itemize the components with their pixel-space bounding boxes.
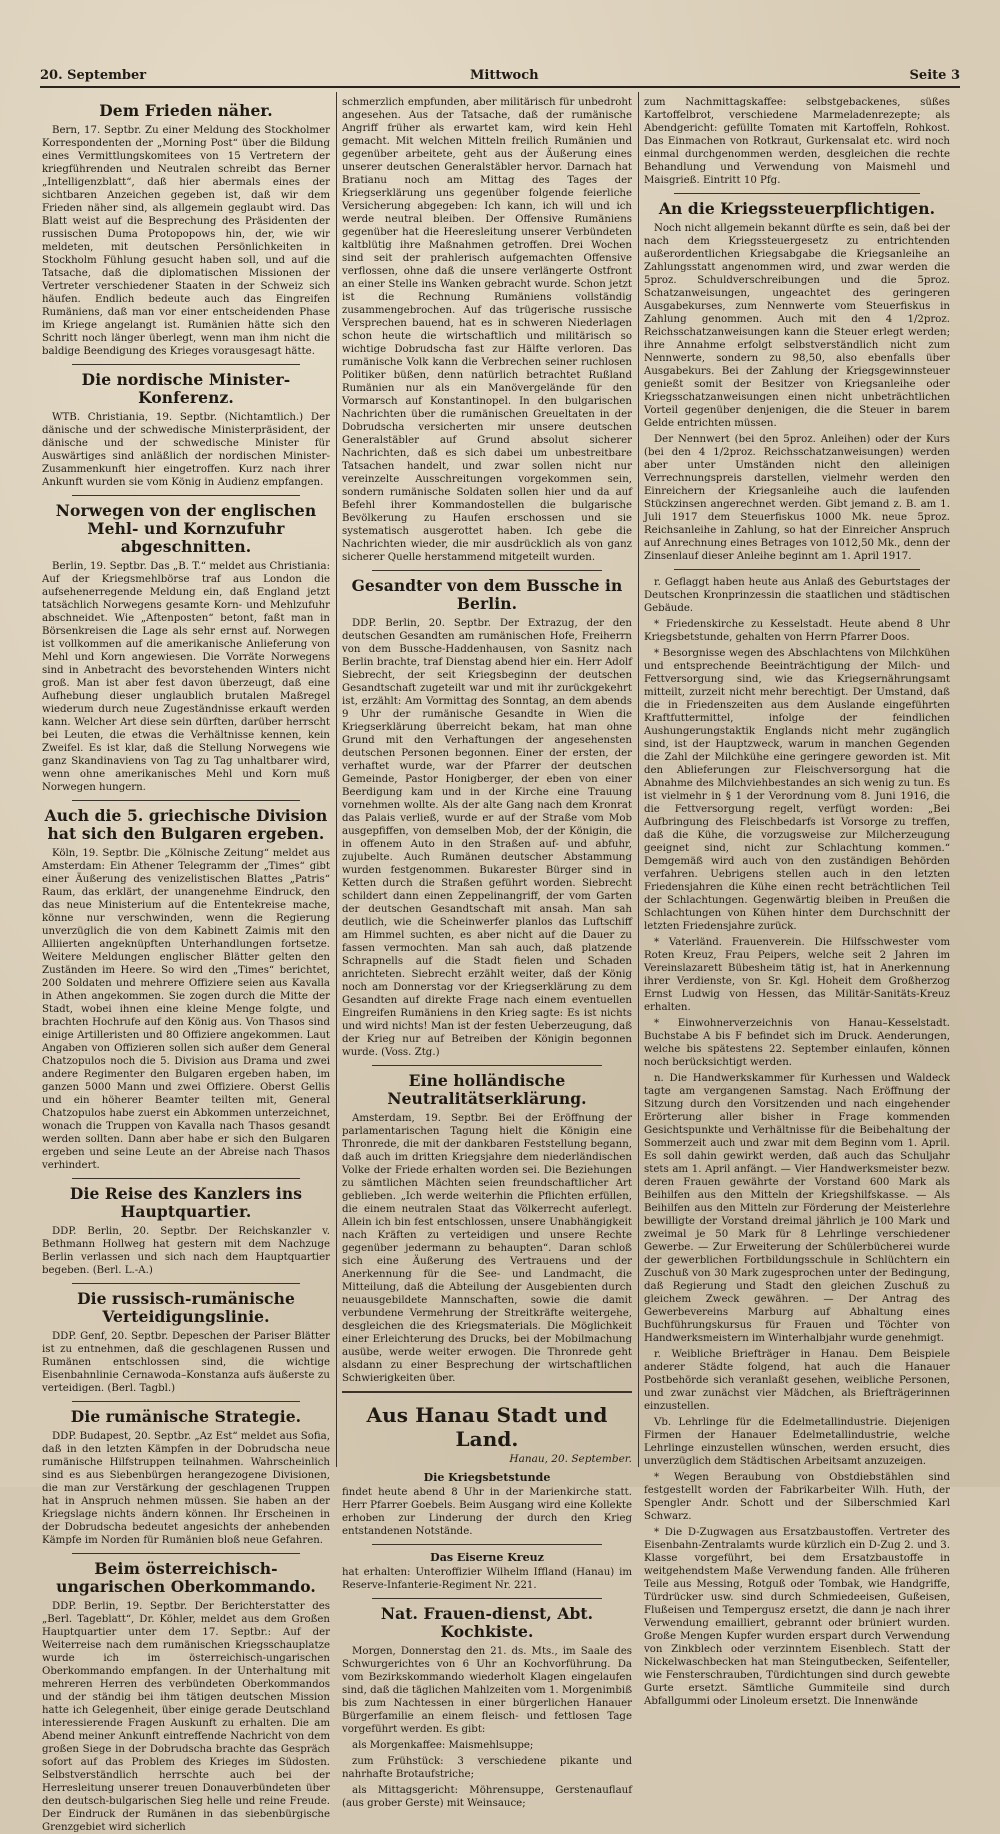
section-separator (342, 1391, 632, 1393)
article-separator (72, 495, 300, 496)
local-dateline: Hanau, 20. September. (509, 1453, 632, 1465)
local-section-title: Aus Hanau Stadt und Land. (366, 1403, 608, 1451)
article-separator (72, 1401, 300, 1402)
local-note: * Besorgnisse wegen des Abschlachtens von Milchkühen und entsprechende Beeinträchtigung der Milch- und Fettversorgung sind, wie das Kriegsernährungsamt mitteilt, zurzeit nicht mehr berechtigt. Der Umstand, daß die in Friedenszeiten aus dem Auslande eingeführten Kraftfuttermittel, infolge der feindlichen Aushungerungstaktik Englands nicht mehr zugänglich sind, ist der Hauptzweck, warum in manchen Gegenden die Zahl der Milchkühe eine geringere geworden ist. Mit den Ablieferungen zur Fleischversorgung hat die Abnahme des Milchviehbestandes an sich wenig zu tun. Es ist vielmehr in § 1 der Verordnung vom 8. Juni 1916, die die Fettversorgung regelt, verfügt worden: „Bei Aufbringung des Fleischbedarfs ist Vorsorge zu treffen, daß die Kühe, die vorzugsweise zur Milcherzeugung geeignet sind, nicht zur Schlachtung kommen.“ Demgemäß wird auch von den zuständigen Behörden verfahren. Uebrigens stellen auch in den letzten Friedensjahren die Kühe einen recht beträchtlichen Teil der Schlachtungen. Gegenwärtig bleiben in Preußen die Schlachtungen von Kühen hinter dem Durchschnitt der letzten Friedensjahre zurück. (644, 648, 950, 932)
article-body: DDP. Berlin, 19. Septbr. Der Berichterstatter des „Berl. Tageblatt“, Dr. Köhler, meldet aus dem Großen Hauptquartier unter dem 17. Septbr.: Auf der Weiterreise nach dem rumänischen Kriegsschauplatze wurde ich im österreichisch-ungarischen Oberkommando empfangen. In der Unterhaltung mit mehreren Herren des verbündeten Oberkommandos und der ständig bei ihm tätigen deutschen Mission hatte ich Gelegenheit, über einige gerade Deutschland interessierende Fragen Auskunft zu erhalten. Die am Abend meiner Ankunft eintreffende Nachricht von dem großen Siege in der Dobrudscha brachte das Gespräch sofort auf das Problem des Krieges im Südosten. Selbstverständlich herrschte auch bei der Herresleitung unserer treuen Donauverbündeten über den deutsch-bulgarischen Sieg helle und reine Freude. Der Eindruck der Rumänen in das siebenbürgische Grenzgebiet wird sicherlich (42, 1601, 330, 1833)
column-divider (336, 92, 337, 1467)
column-1 (42, 96, 330, 1833)
article-separator (372, 1598, 602, 1599)
article-body: Noch nicht allgemein bekannt dürfte es sein, daß bei der nach dem Kriegssteuergesetz zu entrichtenden außerordentlichen Kriegsabgabe die Kriegsanleihe an Zahlungsstatt angenommen wird, und zwar werden die 5proz. Schuldverschreibungen und die 5proz. Schatzanweisungen, ungeachtet des geringeren Ausgabekurses, zum Nennwerte vom Steuerfiskus in Zahlung genommen. Auch mit den 4 1/2proz. Reichsschatzanweisungen kann die Steuer erlegt werden; ihre Annahme erfolgt selbstverständlich nicht zum Nennwerte, sondern zu 98,50, also ebenfalls über Ausgabekurs. Bei der Zahlung der Kriegsgewinnsteuer genießt somit der Besitzer von Kriegsanleihe oder Kriegsschatzanweisungen einen nicht unbeträchtlichen Vorteil gegenüber denjenigen, die die Steuer in barem Gelde entrichten müssen. (644, 223, 950, 429)
menu-line: zum Frühstück: 3 verschiedene pikante und nahrhafte Brotaufstriche; (342, 1756, 632, 1780)
header-page-number: Seite 3 (909, 68, 960, 83)
page-header (40, 62, 960, 88)
article-title: Die Reise des Kanzlers ins Hauptquartier. (69, 1184, 303, 1221)
header-date: 20. September (40, 68, 147, 83)
local-note: * Friedenskirche zu Kesselstadt. Heute abend 8 Uhr Kriegsbetstunde, gehalten von Herrn Pfarrer Doos. (644, 619, 950, 643)
local-note: r. Geflaggt haben heute aus Anlaß des Geburtstages der Deutschen Kronprinzessin die staatlichen und städtischen Gebäude. (644, 577, 950, 614)
article-separator (372, 570, 602, 571)
article-body: Berlin, 19. Septbr. Das „B. T.“ meldet aus Christiania: Auf der Kriegsmehlbörse traf aus London die aufsehenerregende Meldung ein, daß England jetzt tatsächlich Norwegens gesamte Korn- und Mehlzufuhr abschneidet. Wie „Aftenposten“ betont, faßt man in Börsenkreisen die Lage als sehr ernst auf. Norwegen ist vollkommen auf die amerikanische Anlieferung von Mehl und Korn angewiesen. Die Vorräte Norwegens sind in Anbetracht des bevorstehenden Winters nicht groß. Man ist aber fest davon überzeugt, daß eine Aufhebung dieser unglaublich brutalen Maßregel wiederum durch neue Zugeständnisse erkauft werden kann. Welcher Art diese sein dürften, darüber herrscht bei Leuten, die etwas die Verhältnisse kennen, kein Zweifel. Es ist klar, daß die Stellung Norwegens wie ganz Skandinaviens von Tag zu Tag unhaltbarer wird, wenn ohne amerikanisches Mehl und Korn muß Norwegen hungern. (42, 561, 330, 793)
article-title: Die rumänische Strategie. (70, 1407, 302, 1426)
article-separator (72, 364, 300, 365)
local-note: * Einwohnerverzeichnis von Hanau–Kesselstadt. Buchstabe A bis F befindet sich im Druck. Aenderungen, welche bis spätestens 22. September einlaufen, können noch berücksichtigt werden. (644, 1018, 950, 1068)
local-item-title: Die Kriegsbetstunde (423, 1471, 551, 1484)
article-title: Eine holländische Neutralitätserklärung. (387, 1071, 587, 1108)
article-body: DDP. Berlin, 20. Septbr. Der Reichskanzler v. Bethmann Hollweg hat gestern mit dem Nachzuge Berlin verlassen und sich nach dem Hauptquartier begeben. (Berl. L.-A.) (42, 1226, 330, 1276)
article-body: Morgen, Donnerstag den 21. ds. Mts., im Saale des Schwurgerichtes von 6 Uhr an Kochvorführung. Da vom Bezirkskommando wiederholt Klagen eingelaufen sind, daß die täglichen Mahlzeiten vom 1. Morgenimbiß bis zum Nachtessen in einer bürgerlichen Hanauer Bürgerfamilie an einem fleisch- und fettlosen Tage vorgeführt werden. Es gibt: (342, 1646, 632, 1735)
article-body: Amsterdam, 19. Septbr. Bei der Eröffnung der parlamentarischen Tagung hielt die Königin eine Thronrede, die mit der dankbaren Feststellung begann, daß auch im dritten Kriegsjahre dem niederländischen Volke der Friede erhalten worden sei. Die Beziehungen zu sämtlichen Mächten seien freundschaftlicher Art geblieben. „Ich werde weiterhin die Pflichten erfüllen, die einem neutralen Staat das Völkerrecht auferlegt. Allein ich bin fest entschlossen, unsere Unabhängigkeit nach Kräften zu verteidigen und unsere Rechte gegenüber jedermann zu behaupten“. Daran schloß sich eine Äußerung des Vertrauens und der Anerkennung für die See- und Landmacht, die Mitteilung, daß die Abteilung der Ausgebienten durch neuausgebildete Mannschaften, sowie die damit verbundene Vermehrung der Streitkräfte weitergehe, desgleichen die des Kriegsmaterials. Die Möglichkeit einer Erleichterung des Drucks, bei der Mobilmachung ausübe, werde weiter erwogen. Die Thronrede geht alsdann zu einer Besprechung der wirtschaftlichen Schwierigkeiten über. (342, 1113, 632, 1384)
article-body: Der Nennwert (bei den 5proz. Anleihen) oder der Kurs (bei den 4 1/2proz. Reichsschatzanweisungen) werden aber unter Umständen nicht den alleinigen Verrechnungspreis darstellen, vielmehr werden den Einreichern der Kriegsanleihe auch die laufenden Stückzinsen angerechnet werden. Gibt jemand z. B. am 1. Juli 1917 dem Steuerfiskus 1000 Mk. neue 5proz. Reichsanleihe in Zahlung, so hat der Einreicher Anspruch auf Anrechnung eines Betrages von 1012,50 Mk., denn der Zinsenlauf dieser Anleihe beginnt am 1. April 1917. (644, 434, 950, 562)
column-2 (342, 96, 632, 1809)
local-note: r. Weibliche Briefträger in Hanau. Dem Beispiele anderer Städte folgend, hat auch die Hanauer Postbehörde sich veranlaßt gesehen, weibliche Personen, und zwar zunächst vier Mädchen, als Briefträgerinnen einzustellen. (644, 1349, 950, 1412)
article-title: Norwegen von der englischen Mehl- und Kornzufuhr abgeschnitten. (55, 501, 317, 556)
article-title: Dem Frieden näher. (99, 101, 273, 120)
header-rule (40, 86, 960, 88)
local-item-title: Das Eiserne Kreuz (430, 1551, 544, 1564)
article-body: DDP. Genf, 20. Septbr. Depeschen der Pariser Blätter ist zu entnehmen, daß die geschlagenen Russen und Rumänen entschlossen sind, die wichtige Eisenbahnlinie Cernawoda–Konstanza aufs äußerste zu verteidigen. (Berl. Tagbl.) (42, 1331, 330, 1394)
article-separator (372, 1065, 602, 1066)
local-note: n. Die Handwerkskammer für Kurhessen und Waldeck tagte am vergangenen Samstag. Nach Eröffnung der Sitzung durch den Vorsitzenden und nach eingehender Erörterung aller bisher in Frage kommenden Gesichtspunkte und Verhältnisse für die Beibehaltung der Sommerzeit auch und zwar mit dem Beginn vom 1. April. Es soll dahin gewirkt werden, daß auch das Schuljahr stets am 1. April anfängt. — Vier Handwerksmeister bezw. deren Frauen gewährte der Vorstand 600 Mark als Beihilfen aus den Mitteln der Kriegshilfskasse. — Als Beihilfen aus den Mitteln zur Förderung der Meisterlehre bewilligte der Vorstand dreimal jährlich je 100 Mark und zweimal je 50 Mark für 8 Lehrlinge verschiedener Gewerbe. — Zur Erweiterung der Schülerbücherei wurde der gewerblichen Fortbildungsschule in Schlüchtern ein Zuschuß von 30 Mark zugesprochen unter der Bedingung, daß Regierung und Stadt den gleichen Zuschuß zu gleichem Zweck gewähren. — Der Antrag des Gewerbevereins Marburg auf Abhaltung eines Buchführungskursus für Frauen und Töchter von Handwerksmeistern im Winterhalbjahr wurde genehmigt. (644, 1073, 950, 1344)
local-note: * Vaterländ. Frauenverein. Die Hilfsschwester vom Roten Kreuz, Frau Peipers, welche seit 2 Jahren im Vereinslazarett Bübesheim tätig ist, hat in Anerkennung ihrer Verdienste, von Sr. Kgl. Hoheit dem Großherzog Ernst Ludwig von Hessen, das Militär-Sanitäts-Kreuz erhalten. (644, 937, 950, 1013)
article-title: Beim österreichisch-ungarischen Oberkommando. (56, 1559, 316, 1596)
article-title: Die russisch-rumänische Verteidigungslinie. (77, 1289, 295, 1326)
article-title: Gesandter von dem Bussche in Berlin. (351, 576, 623, 613)
article-title: Nat. Frauen-dienst, Abt. Kochkiste. (380, 1604, 594, 1641)
article-body: Bern, 17. Septbr. Zu einer Meldung des Stockholmer Korrespondenten der „Morning Post“ über die Bildung eines Vermittlungskomitees von 15 Vertretern der kriegführenden und Neutralen schreibt das Berner „Intelligenzblatt“, daß hier abermals eines der sichtbaren Anzeichen gegeben ist, daß wir dem Frieden näher sind, als allgemein geglaubt wird. Das Blatt weist auf die Besprechung des Präsidenten der russischen Duma Protopopows hin, der, wie wir meldeten, mit deutschen Persönlichkeiten in Stockholm Fühlung gesucht haben soll, und auf die Tatsache, daß die diplomatischen Missionen der Vertreter verschiedener Staaten in der Schweiz sich häufen. Endlich bedeute auch das Eingreifen Rumäniens, daß man vor einer entscheidenden Phase im Kriege angelangt ist. Rumänien hätte sich den Schritt noch länger überlegt, wenn man ihm nicht die baldige Beendigung des Krieges vorausgesagt hätte. (42, 125, 330, 357)
menu-line: als Morgenkaffee: Maismehlsuppe; (352, 1740, 534, 1751)
local-item-body: hat erhalten: Unteroffizier Wilhelm Iffland (Hanau) im Reserve-Infanterie-Regiment Nr. 221. (342, 1567, 632, 1591)
article-separator (72, 1283, 300, 1284)
article-continuation: schmerzlich empfunden, aber militärisch für unbedroht angesehen. Aus der Tatsache, daß der rumänische Angriff früher als erwartet kam, wird kein Hehl gemacht. Mit welchen Mitteln freilich Rumänien und gegenüber arbeitete, geht aus der Äußerung eines unserer deutschen Generalstäbler hervor. Darnach hat Bratianu noch am Mittag des Tages der Kriegserklärung uns gegenüber folgende feierliche Versicherung abgegeben: Ich kann, ich will und ich werde neutral bleiben. Der Offensive Rumäniens gegenüber hat die Heeresleitung unserer Verbündeten kaltblütig ihre Maßnahmen getroffen. Drei Wochen sind seit der prahlerisch aufgemachten Offensive verflossen, ohne daß die unsere verlängerte Ostfront an einer Stelle ins Wanken gebracht wurde. Schon jetzt ist die Rechnung Rumäniens vollständig zusammengebrochen. Auf das trügerische russische Versprechen bauend, hat es in schweren Niederlagen schon heute die wirtschaftlich und militärisch so wichtige Dobrudscha fast zur Hälfte verloren. Das rumänische Volk kann die Verbrechen seiner ruchlosen Politiker büßen, denn natürlich betrachtet Rußland Rumänien nur als ein Manövergelände für den Vormarsch auf Konstantinopel. In den bulgarischen Nachrichten über die rumänischen Greueltaten in der Dobrudscha versicherten mir unsere deutschen Generalstäbler auf Grund absolut sicherer Nachrichten, daß es sich dabei um unbestreitbare Tatsachen handelt, und zwar sollen nicht nur vereinzelte Ausschreitungen vorgekommen sein, sondern rumänische Soldaten sollen hier und da auf Befehl ihrer Kommandostellen die bulgarische Bevölkerung zu Haufen erschossen und sie systematisch ausgerottet haben. Ich gebe die Nachrichten wieder, die mir ausdrücklich als von ganz sicherer Quelle herstammend mitgeteilt wurden. (342, 97, 632, 563)
menu-line: als Mittagsgericht: Möhrensuppe, Gerstenauflauf (aus grober Gerste) mit Weinsauce; (342, 1785, 632, 1809)
column-divider (638, 92, 639, 1467)
article-separator (674, 569, 920, 570)
article-body: DDP. Budapest, 20. Septbr. „Az Est“ meldet aus Sofia, daß in den letzten Kämpfen in der Dobrudscha neue rumänische Hilfstruppen teilnahmen. Wahrscheinlich sind es aus Siebenbürgen herangezogene Divisionen, die man zur Verstärkung der geschlagenen Truppen hat in Anspruch nehmen müssen. Sie haben an der Kriegslage nichts ändern können. Ihr Erscheinen in der Dobrudscha bedeutet angesichts der anhebenden Kämpfe im Norden für Rumänien bloß neue Gefahren. (42, 1431, 330, 1546)
local-item-body: findet heute abend 8 Uhr in der Marienkirche statt. Herr Pfarrer Goebels. Beim Ausgang wird eine Kollekte erhoben zur Linderung der durch den Krieg entstandenen Notstände. (342, 1487, 632, 1537)
article-separator (72, 1553, 300, 1554)
article-body: Köln, 19. Septbr. Die „Kölnische Zeitung“ meldet aus Amsterdam: Ein Athener Telegramm der „Times“ gibt einer Äußerung des venizelistischen Blattes „Patris“ Raum, das erklärt, der unangenehme Eindruck, den das neue Ministerium auf die Ententekreise mache, könne nur verschwinden, wenn die Regierung unverzüglich die von dem Kabinett Zaimis mit den Alliierten angeknüpften Unterhandlungen fortsetze. Weitere Meldungen englischer Blätter gelten den Zuständen im Heere. So wird den „Times“ berichtet, 200 Soldaten und mehrere Offiziere seien aus Kavalla in Athen angekommen. Sie zogen durch die Mitte der Stadt, wobei ihnen eine kleine Menge folgte, und brachten Hochrufe auf den König aus. Von Thasos sind einige Artilleristen und 80 Offiziere angekommen. Laut Angaben von Offizieren sollen sich außer dem General Chatzopulos noch die 5. Division aus Drama und zwei andere Regimenter den Bulgaren ergeben haben, im ganzen 5000 Mann und zwei Offiziere. Oberst Gellis und ein höherer Beamter teilten mit, General Chatzopulos habe zuerst ein Abkommen unterzeichnet, wonach die Truppen von Kavalla nach Thasos gesandt werden sollten. Dann aber habe er sich den Bulgaren ergeben und seine Leute an der Abreise nach Thasos verhindert. (42, 848, 330, 1171)
article-body: DDP. Berlin, 20. Septbr. Der Extrazug, der den deutschen Gesandten am rumänischen Hofe, Freiherrn von dem Bussche-Haddenhausen, von Sasnitz nach Berlin brachte, traf Dienstag abend hier ein. Herr Adolf Siebrecht, der seit Kriegsbeginn der deutschen Gesandtschaft zugeteilt war und mit ihr zurückgekehrt ist, erzählt: Am Vormittag des Sonntag, an dem abends 9 Uhr der rumänische Gesandte in Wien die Kriegserklärung überreicht bekam, hat man ohne Grund mit den Verhaftungen der angesehensten deutschen Personen begonnen. Einer der ersten, der verhaftet wurde, war der Pfarrer der deutschen Gemeinde, Pastor Honigberger, der eben von einer Beerdigung kam und in der Kirche eine Trauung vornehmen wollte. Als der alte Gang nach dem Kronrat das Palais verließ, wurde er auf der Straße vom Mob ausgepfiffen, von demselben Mob, der der Königin, die in offenem Auto in den Straßen auf- und abfuhr, zujubelte. Auch Rumänen deutscher Abstammung wurden festgenommen. Bukarester Bürger sind in Ketten durch die Straßen geführt worden. Siebrecht schildert dann einen Zeppelinangriff, der vom Garten der deutschen Gesandtschaft mit ansah. Man sah deutlich, wie die Scheinwerfer planlos das Luftschiff am Himmel suchten, es aber nicht auf die Dauer zu fassen vermochten. Man sah auch, daß platzende Schrapnells auf die Stadt fielen und Schaden anrichteten. Siebrecht erzählt weiter, daß der König noch am Donnerstag vor der Kriegserklärung zu dem Gesandten auf direkte Frage nach einem eventuellen Eingreifen Rumäniens in den Krieg sagte: Es ist nichts und wird nichts! Man ist der festen Ueberzeugung, daß der Krieg nur auf Betreiben der Königin begonnen wurde. (Voss. Ztg.) (342, 618, 632, 1058)
article-body: WTB. Christiania, 19. Septbr. (Nichtamtlich.) Der dänische und der schwedische Ministerpräsident, der dänische und der schwedische Minister für Auswärtiges sind anläßlich der nordischen Minister-Zusammenkunft hier eingetroffen. Kurz nach ihrer Ankunft wurden sie vom König in Audienz empfangen. (42, 412, 330, 488)
article-title: Auch die 5. griechische Division hat sich den Bulgaren ergeben. (44, 806, 328, 843)
local-note: * Die D-Zugwagen aus Ersatzbaustoffen. Vertreter des Eisenbahn-Zentralamts wurde kürzlich ein D-Zug 2. und 3. Klasse vorgeführt, bei dem Ersatzbaustoffe in weitgehendstem Maße Verwendung fanden. Alle früheren Teile aus Messing, Rotguß oder Tombak, wie Handgriffe, Türdrücker usw. sind durch Schmiedeeisen, Gußeisen, Flußeisen und Tempergusz ersetzt, die dann je nach ihrer Verwendung emailliert, gebrannt oder brüniert wurden. Große Mengen Kupfer wurden erspart durch Verwendung von Zinkblech oder verzinntem Eisenblech. Statt der Nickelwaschbecken hat man Steingutbecken, Seifenteller, wie Fensterschrauben, Türdichtungen sind durch gewebte Gurte ersetzt. Sämtliche Gummiteile sind durch Abfallgummi oder Linoleum ersetzt. Die Innenwände (644, 1527, 950, 1707)
article-separator (674, 193, 920, 194)
article-title: Die nordische Minister-Konferenz. (81, 370, 291, 407)
local-note: Vb. Lehrlinge für die Edelmetallindustrie. Diejenigen Firmen der Hanauer Edelmetallindustrie, welche Lehrlinge einzustellen wünschen, werden ersucht, dies unverzüglich dem Städtischen Arbeitsamt anzuzeigen. (644, 1417, 950, 1467)
article-separator (372, 1544, 602, 1545)
header-day: Mittwoch (470, 68, 539, 83)
article-continuation: zum Nachmittagskaffee: selbstgebackenes, süßes Kartoffelbrot, verschiedene Marmeladenrezepte; als Abendgericht: gefüllte Tomaten mit Kartoffeln, Rohkost. Das Einmachen von Rotkraut, Gurkensalat etc. wird noch einmal durchgenommen werden, desgleichen die rechte Behandlung und Verwendung von Maismehl und Maisgrieß. Eintritt 10 Pfg. (644, 97, 950, 186)
article-separator (72, 800, 300, 801)
article-separator (72, 1178, 300, 1179)
column-3 (644, 96, 950, 1707)
local-note: * Wegen Beraubung von Obstdiebstählen sind festgestellt worden der Fabrikarbeiter Wilh. Huth, der Spengler Andr. Schott und der Silberschmied Karl Schwarz. (644, 1472, 950, 1522)
article-title: An die Kriegssteuerpflichtigen. (658, 199, 936, 218)
